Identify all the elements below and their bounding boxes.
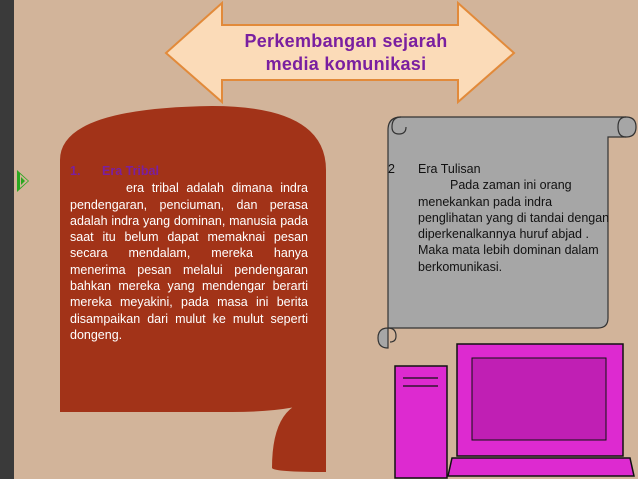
tulisan-heading: Era Tulisan bbox=[418, 162, 481, 176]
title-line-1: Perkembangan sejarah bbox=[244, 31, 448, 51]
tribal-number: 1. bbox=[70, 164, 81, 178]
bullet-arrow-icon bbox=[17, 170, 29, 192]
tulisan-number: 2 bbox=[388, 162, 395, 176]
keyboard bbox=[448, 458, 634, 476]
tulisan-body: Pada zaman ini orang menekankan pada indra penglihatan yang di tandai dengan diperkenalkannya huruf abjad . Maka mata lebih dominan dalam berkomunikasi. bbox=[418, 178, 610, 274]
tribal-body: era tribal adalah dimana indra pendengaran, penciuman, dan perasa adalah indra yang dominan, manusia pada saat itu belum dapat memaknai pesan secara mendalam, mereka hanya menerima pesan melalui pendengaran bahkan mereka yang mendengar berarti mereka meyakini, pada masa ini berita disampaikan dari mulut ke mulut seperti dongeng. bbox=[70, 181, 308, 342]
tulisan-section bbox=[388, 161, 620, 275]
tribal-heading-row bbox=[70, 163, 308, 179]
left-bar bbox=[0, 0, 14, 479]
tribal-heading: Era Tribal bbox=[102, 164, 159, 178]
monitor-screen bbox=[472, 358, 606, 440]
cpu-tower bbox=[395, 366, 447, 478]
computer-icon bbox=[395, 344, 634, 478]
tribal-section bbox=[70, 163, 308, 343]
slide-title bbox=[196, 26, 496, 80]
title-line-2: media komunikasi bbox=[265, 54, 427, 74]
